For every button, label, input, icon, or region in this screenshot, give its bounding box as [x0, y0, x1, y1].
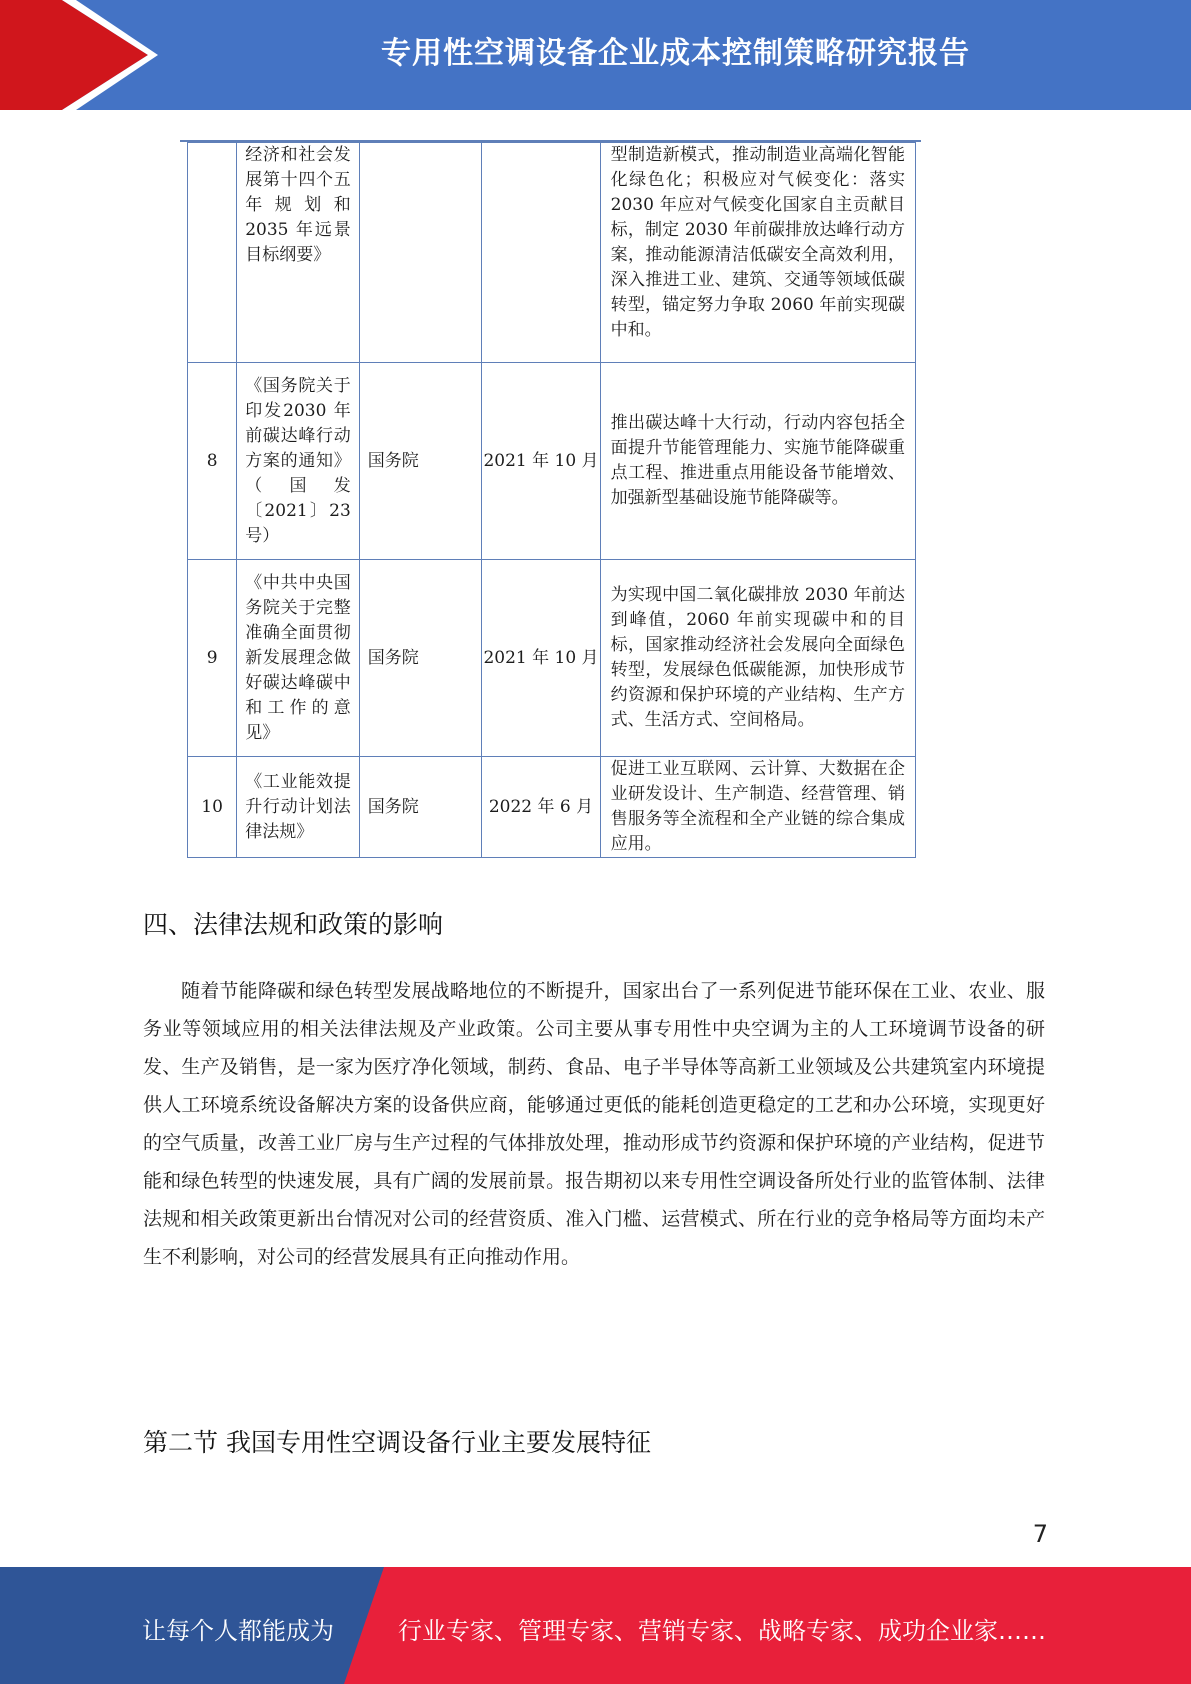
cell-issuer: 国务院 [359, 757, 482, 858]
cell-policy-name: 《工业能效提升行动计划法律法规》 [237, 757, 360, 858]
cell-number [188, 143, 237, 363]
section-heading-laws-policies: 四、法律法规和政策的影响 [143, 910, 444, 939]
cell-issuer [359, 143, 482, 363]
policy-table [187, 142, 916, 858]
section-body-paragraph: 随着节能降碳和绿色转型发展战略地位的不断提升，国家出台了一系列促进节能环保在工业、农业、服务业等领域应用的相关法律法规及产业政策。公司主要从事专用性中央空调为主的人工环境调节设备的研发、生产及销售，是一家为医疗净化领域，制药、食品、电子半导体等高新工业领域及公共建筑室内环境提供人工环境系统设备解决方案的设备供应商，能够通过更低的能耗创造更稳定的工艺和办公环境，实现更好的空气质量，改善工业厂房与生产过程的气体排放处理，推动形成节约资源和保护环境的产业结构，促进节能和绿色转型的快速发展，具有广阔的发展前景。报告期初以来专用性空调设备所处行业的监管体制、法律法规和相关政策更新出台情况对公司的经营资质、准入门槛、运营模式、所在行业的竞争格局等方面均未产生不利影响，对公司的经营发展具有正向推动作用。 [143, 980, 1045, 1268]
table-row [188, 143, 916, 363]
cell-number: 10 [188, 757, 237, 858]
cell-date: 2021 年 10 月 [482, 560, 600, 757]
table-row [188, 560, 916, 757]
report-title: 专用性空调设备企业成本控制策略研究报告 [381, 36, 970, 71]
footer-slogan-right: 行业专家、管理专家、营销专家、战略专家、成功企业家…… [398, 1617, 1046, 1645]
cell-policy-name: 《国务院关于印发2030 年前碳达峰行动方案的通知》（国发〔2021〕23号） [237, 363, 360, 560]
table-row [188, 757, 916, 858]
cell-content: 促进工业互联网、云计算、大数据在企业研发设计、生产制造、经营管理、销售服务等全流程和全产业链的综合集成应用。 [600, 757, 915, 858]
cell-issuer: 国务院 [359, 363, 482, 560]
page-header [0, 0, 1191, 110]
cell-date: 2021 年 10 月 [482, 363, 600, 560]
footer-slogan-left: 让每个人都能成为 [142, 1617, 334, 1645]
cell-number: 9 [188, 560, 237, 757]
page-footer [0, 1567, 1191, 1684]
cell-policy-name: 《中共中央国务院关于完整准确全面贯彻新发展理念做好碳达峰碳中和工作的意见》 [237, 560, 360, 757]
cell-issuer: 国务院 [359, 560, 482, 757]
red-chevron-logo [0, 0, 160, 110]
cell-policy-name: 经济和社会发展第十四个五年规划和 2035 年远景目标纲要》 [237, 143, 360, 363]
cell-number: 8 [188, 363, 237, 560]
cell-content: 为实现中国二氧化碳排放 2030 年前达到峰值，2060 年前实现碳中和的目标，国家推动经济社会发展向全面绿色转型，发展绿色低碳能源，加快形成节约资源和保护环境的产业结构、生产方式、生活方式、空间格局。 [600, 560, 915, 757]
section-heading-development-features: 第二节 我国专用性空调设备行业主要发展特征 [143, 1428, 651, 1457]
cell-date [482, 143, 600, 363]
cell-content: 推出碳达峰十大行动，行动内容包括全面提升节能管理能力、实施节能降碳重点工程、推进重点用能设备节能增效、加强新型基础设施节能降碳等。 [600, 363, 915, 560]
cell-date: 2022 年 6 月 [482, 757, 600, 858]
page-number: 7 [1032, 1520, 1048, 1548]
cell-content: 型制造新模式，推动制造业高端化智能化绿色化；积极应对气候变化：落实 2030 年应对气候变化国家自主贡献目标，制定 2030 年前碳排放达峰行动方案，推动能源清洁低碳安全高效利用，深入推进工业、建筑、交通等领域低碳转型，锚定努力争取 2060 年前实现碳中和。 [600, 143, 915, 363]
table-row [188, 363, 916, 560]
